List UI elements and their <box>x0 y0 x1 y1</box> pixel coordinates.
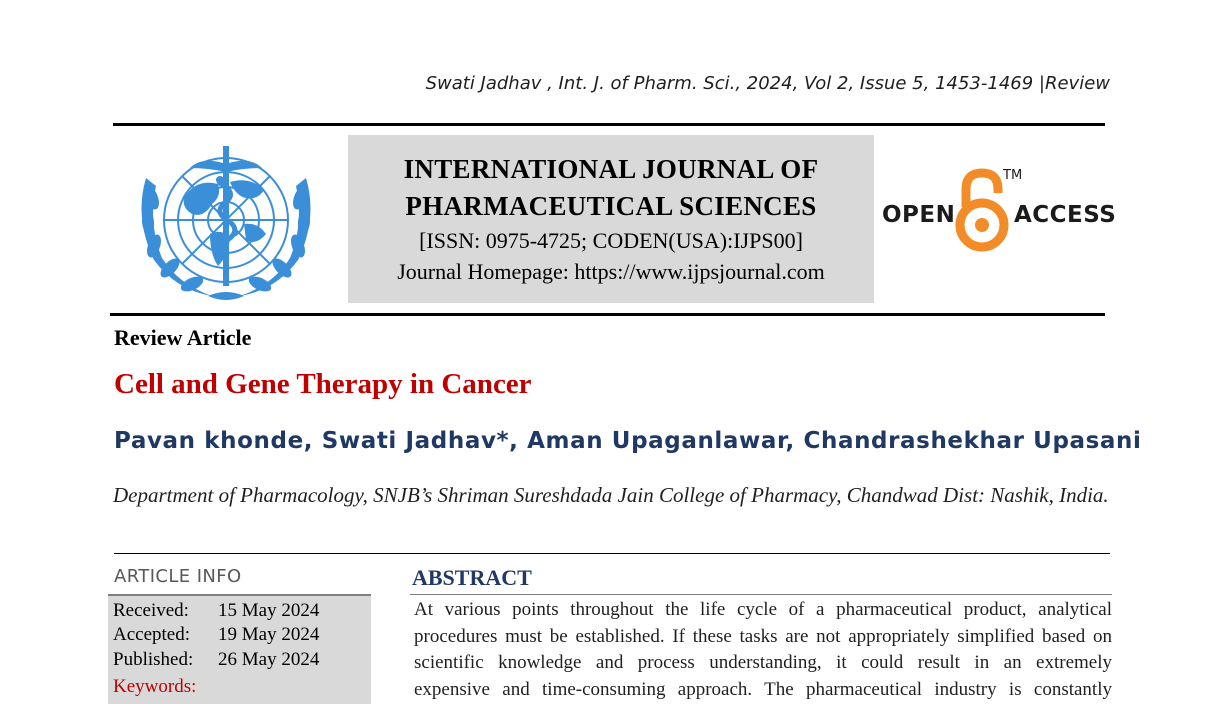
abstract-line: procedures must be established. If these tasks are not appropriately simplified based on <box>414 625 1112 647</box>
running-header: Swati Jadhav , Int. J. of Pharm. Sci., 2024, Vol 2, Issue 5, 1453-1469 |Review <box>425 73 1110 94</box>
abstract-line: scientific knowledge and process understanding, it could result in an extremely <box>414 652 1112 673</box>
journal-masthead <box>348 135 874 303</box>
published-row <box>113 649 319 671</box>
article-type: Review Article <box>114 325 252 350</box>
received-date: 15 May 2024 <box>218 600 320 621</box>
abstract-heading: ABSTRACT <box>412 565 532 590</box>
keywords-label: Keywords: <box>113 676 197 697</box>
author-affiliation: Department of Pharmacology, SNJB’s Shriman Sureshdada Jain College of Pharmacy, Chandwad Dist: Nashik, India. <box>113 483 1109 507</box>
section-divider <box>114 553 1110 554</box>
open-access-access-text: ACCESS <box>1014 202 1117 228</box>
article-title: Cell and Gene Therapy in Cancer <box>114 368 532 400</box>
article-info-panel <box>108 594 371 704</box>
open-lock-icon <box>954 167 1010 253</box>
author-list: Pavan khonde, Swati Jadhav*, Aman Upaganlawar, Chandrashekhar Upasani <box>114 428 1142 454</box>
trademark-mark: TM <box>1003 168 1023 183</box>
accepted-row <box>113 624 319 646</box>
open-access-logo <box>878 165 1117 255</box>
accepted-date: 19 May 2024 <box>218 624 320 645</box>
published-label: Published: <box>113 649 194 670</box>
abstract-body <box>414 597 1112 703</box>
header-bottom-rule <box>110 313 1105 316</box>
received-label: Received: <box>113 600 189 621</box>
abstract-line: expensive and time-consuming approach. The pharmaceutical industry is constantly <box>414 678 1112 700</box>
journal-logo-icon <box>126 138 326 306</box>
received-row <box>113 600 319 622</box>
journal-title-line-2: PHARMACEUTICAL SCIENCES <box>405 191 817 221</box>
abstract-rule <box>410 594 1112 595</box>
journal-issn: [ISSN: 0975-4725; CODEN(USA):IJPS00] <box>419 228 803 253</box>
open-access-open-text: OPEN <box>882 202 956 228</box>
header-top-rule <box>113 123 1105 126</box>
abstract-line: At various points throughout the life cycle of a pharmaceutical product, analytical <box>414 599 1112 620</box>
journal-title-line-1: INTERNATIONAL JOURNAL OF <box>403 154 819 184</box>
published-date: 26 May 2024 <box>218 649 320 670</box>
article-info-heading: ARTICLE INFO <box>114 566 242 587</box>
accepted-label: Accepted: <box>113 624 191 645</box>
journal-homepage: Journal Homepage: https://www.ijpsjournal.com <box>397 259 825 284</box>
